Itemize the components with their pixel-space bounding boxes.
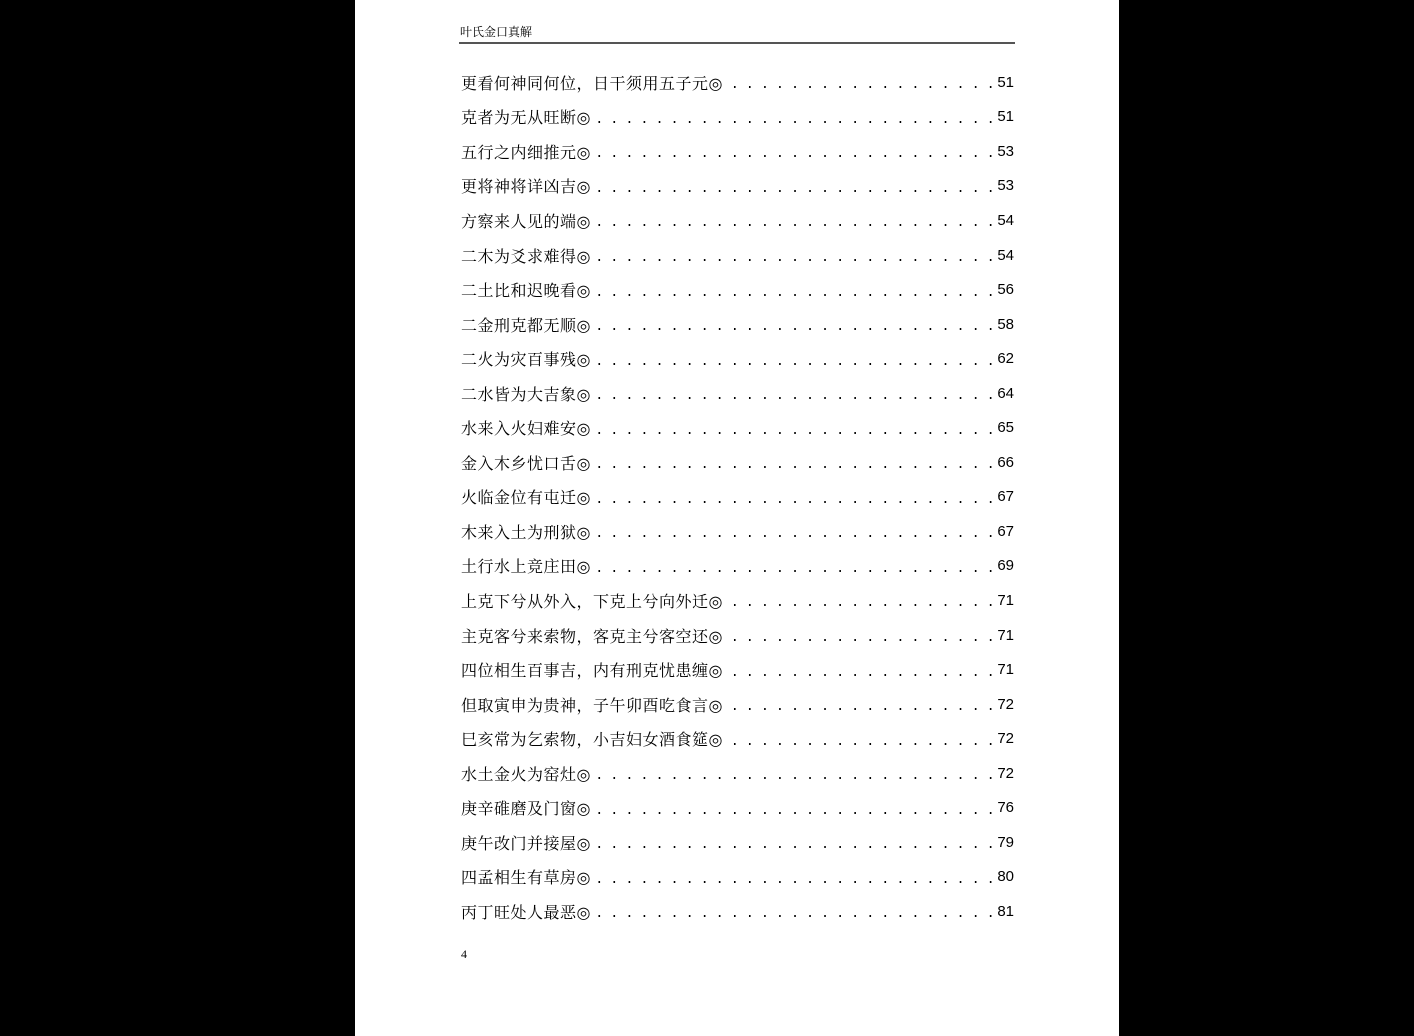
toc-dot-leader	[594, 142, 994, 160]
toc-entry-page: 53	[997, 142, 1014, 160]
toc-entry[interactable]	[461, 445, 1014, 480]
toc-dot-leader	[594, 488, 994, 506]
toc-dot-leader	[726, 591, 994, 609]
toc-dot-leader	[594, 384, 994, 402]
toc-entry-page: 51	[997, 73, 1014, 91]
toc-entry[interactable]	[461, 169, 1014, 204]
toc-entry[interactable]	[461, 825, 1014, 860]
page-header	[459, 22, 1015, 44]
table-of-contents	[461, 65, 1014, 929]
toc-entry[interactable]	[461, 238, 1014, 273]
header-title: 叶氏金口真解	[460, 25, 533, 39]
toc-entry-title: 二火为灾百事残◎	[461, 350, 591, 370]
toc-dot-leader	[594, 833, 994, 851]
toc-dot-leader	[594, 799, 994, 817]
toc-entry-title: 二金刑克都无顺◎	[461, 315, 591, 335]
toc-entry[interactable]	[461, 480, 1014, 515]
toc-entry-page: 71	[997, 661, 1014, 679]
toc-entry-page: 72	[997, 730, 1014, 748]
toc-entry-page: 72	[997, 764, 1014, 782]
toc-entry-page: 65	[997, 419, 1014, 437]
toc-dot-leader	[594, 522, 994, 540]
toc-entry[interactable]	[461, 790, 1014, 825]
toc-entry-page: 66	[997, 453, 1014, 471]
toc-entry-page: 58	[997, 315, 1014, 333]
toc-dot-leader	[594, 108, 994, 126]
toc-entry[interactable]	[461, 376, 1014, 411]
toc-entry-title: 二土比和迟晚看◎	[461, 281, 591, 301]
toc-entry[interactable]	[461, 134, 1014, 169]
toc-entry-page: 76	[997, 799, 1014, 817]
toc-entry-page: 80	[997, 868, 1014, 886]
toc-entry-title: 土行水上竞庄田◎	[461, 557, 591, 577]
toc-entry-page: 51	[997, 108, 1014, 126]
toc-entry-title: 庚辛碓磨及门窗◎	[461, 799, 591, 819]
toc-dot-leader	[594, 902, 994, 920]
toc-entry-page: 71	[997, 591, 1014, 609]
toc-entry[interactable]	[461, 203, 1014, 238]
toc-entry-page: 69	[997, 557, 1014, 575]
toc-entry-title: 水土金火为窑灶◎	[461, 764, 591, 784]
toc-entry-title: 主克客兮来索物，客克主兮客空还◎	[461, 626, 723, 646]
toc-entry[interactable]	[461, 721, 1014, 756]
toc-dot-leader	[594, 315, 994, 333]
toc-entry-page: 54	[997, 246, 1014, 264]
toc-entry-title: 巳亥常为乞索物，小吉妇女酒食筵◎	[461, 730, 723, 750]
toc-entry-title: 木来入土为刑狱◎	[461, 522, 591, 542]
toc-entry[interactable]	[461, 549, 1014, 584]
toc-dot-leader	[594, 281, 994, 299]
document-page	[355, 0, 1119, 1036]
toc-entry-title: 水来入火妇难安◎	[461, 419, 591, 439]
toc-entry[interactable]	[461, 894, 1014, 929]
toc-entry[interactable]	[461, 687, 1014, 722]
toc-entry[interactable]	[461, 100, 1014, 135]
toc-entry-page: 72	[997, 695, 1014, 713]
toc-entry-page: 64	[997, 384, 1014, 402]
toc-entry-page: 71	[997, 626, 1014, 644]
toc-dot-leader	[594, 557, 994, 575]
toc-entry-title: 二木为爻求难得◎	[461, 246, 591, 266]
toc-dot-leader	[594, 868, 994, 886]
toc-entry-title: 克者为无从旺断◎	[461, 108, 591, 128]
toc-dot-leader	[594, 764, 994, 782]
toc-dot-leader	[726, 695, 994, 713]
toc-entry[interactable]	[461, 618, 1014, 653]
toc-entry-title: 更将神将详凶吉◎	[461, 177, 591, 197]
page-number: 4	[461, 947, 467, 961]
toc-entry-page: 67	[997, 488, 1014, 506]
toc-entry-title: 金入木乡忧口舌◎	[461, 453, 591, 473]
toc-entry[interactable]	[461, 652, 1014, 687]
toc-dot-leader	[594, 177, 994, 195]
toc-entry[interactable]	[461, 341, 1014, 376]
toc-entry-page: 79	[997, 833, 1014, 851]
toc-entry-title: 五行之内细推元◎	[461, 142, 591, 162]
toc-entry-title: 四位相生百事吉，内有刑克忧患缠◎	[461, 661, 723, 681]
toc-entry[interactable]	[461, 307, 1014, 342]
toc-entry-title: 二水皆为大吉象◎	[461, 384, 591, 404]
toc-entry-page: 53	[997, 177, 1014, 195]
toc-dot-leader	[726, 626, 994, 644]
toc-entry-title: 四孟相生有草房◎	[461, 868, 591, 888]
toc-entry-page: 56	[997, 281, 1014, 299]
toc-entry[interactable]	[461, 583, 1014, 618]
toc-dot-leader	[594, 246, 994, 264]
toc-dot-leader	[726, 661, 994, 679]
toc-entry[interactable]	[461, 272, 1014, 307]
toc-entry-title: 火临金位有屯迁◎	[461, 488, 591, 508]
toc-dot-leader	[726, 730, 994, 748]
toc-entry-page: 54	[997, 211, 1014, 229]
toc-dot-leader	[594, 419, 994, 437]
toc-entry[interactable]	[461, 514, 1014, 549]
toc-entry-title: 上克下兮从外入，下克上兮向外迁◎	[461, 591, 723, 611]
toc-entry[interactable]	[461, 410, 1014, 445]
toc-entry-page: 67	[997, 522, 1014, 540]
toc-entry-page: 81	[997, 902, 1014, 920]
toc-dot-leader	[726, 73, 994, 91]
toc-dot-leader	[594, 211, 994, 229]
toc-entry-title: 方察来人见的端◎	[461, 211, 591, 231]
toc-dot-leader	[594, 453, 994, 471]
toc-dot-leader	[594, 350, 994, 368]
toc-entry-title: 更看何神同何位，日干须用五子元◎	[461, 73, 723, 93]
toc-entry-title: 丙丁旺处人最恶◎	[461, 902, 591, 922]
toc-entry[interactable]	[461, 65, 1014, 100]
toc-entry[interactable]	[461, 756, 1014, 791]
toc-entry-page: 62	[997, 350, 1014, 368]
toc-entry-title: 庚午改门并接屋◎	[461, 833, 591, 853]
toc-entry-title: 但取寅申为贵神，子午卯酉吃食言◎	[461, 695, 723, 715]
toc-entry[interactable]	[461, 860, 1014, 895]
